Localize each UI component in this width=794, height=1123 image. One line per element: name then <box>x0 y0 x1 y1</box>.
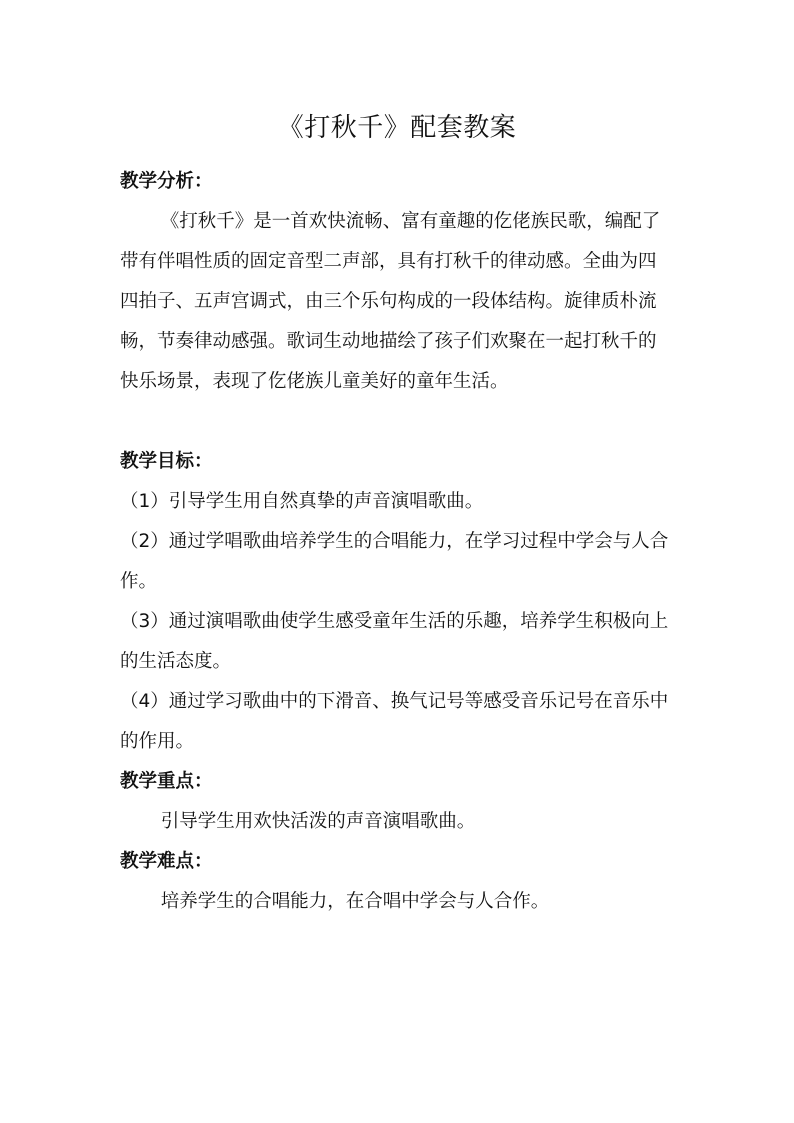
section-spacer <box>120 402 674 442</box>
key-points-heading: 教学重点： <box>120 771 213 792</box>
goal-item-3: （3）通过演唱歌曲使学生感受童年生活的乐趣，培养学生积极向上的生活态度。 <box>120 611 669 672</box>
analysis-body: 《打秋千》是一首欢快流畅、富有童趣的仡佬族民歌，编配了带有伴唱性质的固定音型二声部，具有打秋千的律动感。全曲为四四拍子、五声宫调式，由三个乐句构成的一段体结构。旋律质朴流畅，节奏律动感强。歌词生动地描绘了孩子们欢聚在一起打秋千的快乐场景，表现了仡佬族儿童美好的童年生活。 <box>120 211 661 392</box>
analysis-heading: 教学分析： <box>120 171 213 192</box>
document-title: 《打秋千》配套教案 <box>277 113 517 143</box>
goal-item-4: （4）通过学习歌曲中的下滑音、换气记号等感受音乐记号在音乐中的作用。 <box>120 691 669 752</box>
section-goals <box>120 442 674 762</box>
goal-item-2: （2）通过学唱歌曲培养学生的合唱能力，在学习过程中学会与人合作。 <box>120 531 669 592</box>
goals-heading: 教学目标： <box>120 451 213 472</box>
goal-item-1: （1）引导学生用自然真挚的声音演唱歌曲。 <box>120 491 484 512</box>
difficulties-body: 培养学生的合唱能力，在合唱中学会与人合作。 <box>160 891 550 912</box>
difficulties-heading: 教学难点： <box>120 851 213 872</box>
key-points-body: 引导学生用欢快活泼的声音演唱歌曲。 <box>160 811 476 832</box>
section-key-points <box>120 762 674 842</box>
section-difficulties <box>120 842 674 922</box>
section-analysis <box>120 162 674 402</box>
